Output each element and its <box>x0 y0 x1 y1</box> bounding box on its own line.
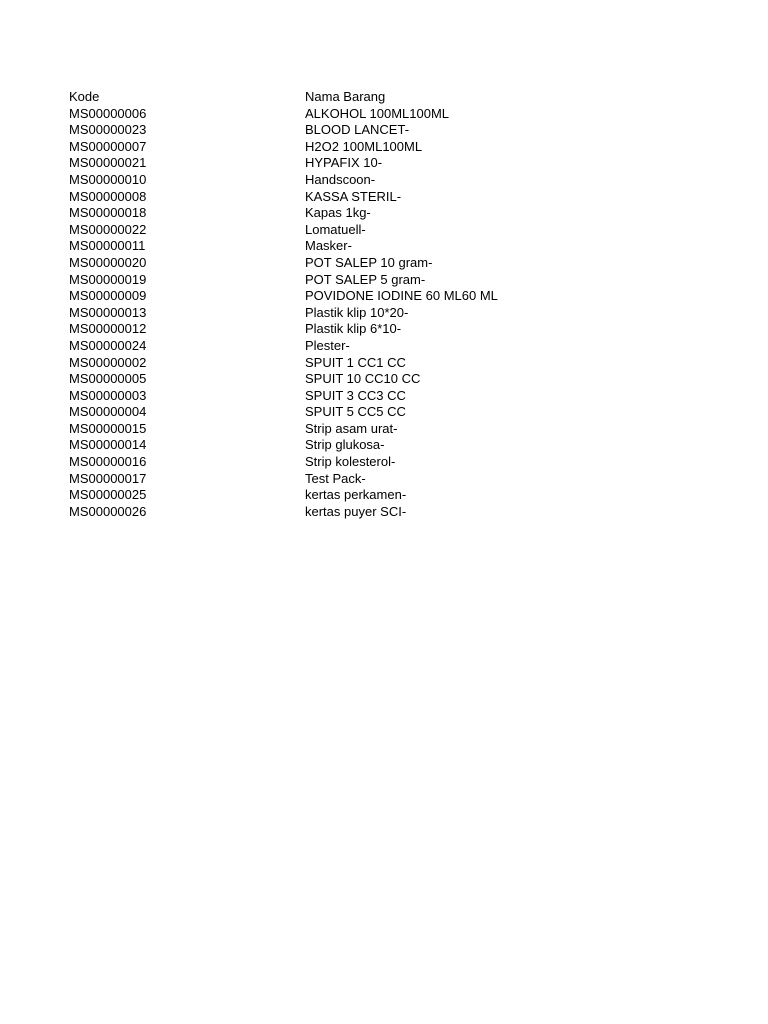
table-row <box>69 288 605 305</box>
table-row <box>69 238 605 255</box>
cell-nama-barang: Strip glukosa- <box>305 437 385 453</box>
cell-nama-barang: SPUIT 10 CC10 CC <box>305 371 421 387</box>
cell-kode: MS00000015 <box>69 420 147 436</box>
cell-kode: MS00000019 <box>69 271 147 287</box>
cell-kode: MS00000005 <box>69 371 147 387</box>
cell-kode: MS00000026 <box>69 503 147 519</box>
cell-nama-barang: BLOOD LANCET- <box>305 122 410 138</box>
table-row <box>69 205 605 222</box>
cell-nama-barang: Plastik klip 6*10- <box>305 321 402 337</box>
cell-kode: MS00000009 <box>69 288 147 304</box>
header-kode: Kode <box>69 89 100 104</box>
cell-nama-barang: H2O2 100ML100ML <box>305 138 423 154</box>
cell-kode: MS00000010 <box>69 171 147 187</box>
cell-nama-barang: POT SALEP 5 gram- <box>305 271 426 287</box>
cell-kode: MS00000004 <box>69 404 147 420</box>
table-row <box>69 106 605 123</box>
cell-kode: MS00000007 <box>69 138 147 154</box>
table-row <box>69 404 605 421</box>
cell-kode: MS00000002 <box>69 354 147 370</box>
cell-nama-barang: Kapas 1kg- <box>305 205 371 221</box>
table-row <box>69 388 605 405</box>
table-row <box>69 454 605 471</box>
cell-kode: MS00000014 <box>69 437 147 453</box>
cell-nama-barang: Masker- <box>305 238 352 254</box>
cell-nama-barang: POVIDONE IODINE 60 ML60 ML <box>305 288 498 304</box>
table-row <box>69 172 605 189</box>
header-nama-barang: Nama Barang <box>305 89 386 104</box>
cell-nama-barang: kertas perkamen- <box>305 487 407 503</box>
table-row <box>69 437 605 454</box>
table-row <box>69 504 605 521</box>
table-row <box>69 487 605 504</box>
table-row <box>69 355 605 372</box>
cell-nama-barang: ALKOHOL 100ML100ML <box>305 105 450 121</box>
cell-nama-barang: Strip asam urat- <box>305 420 398 436</box>
table-row <box>69 189 605 206</box>
cell-kode: MS00000018 <box>69 205 147 221</box>
cell-nama-barang: KASSA STERIL- <box>305 188 402 204</box>
table-row <box>69 122 605 139</box>
cell-nama-barang: POT SALEP 10 gram- <box>305 254 433 270</box>
table-row <box>69 321 605 338</box>
table-row <box>69 222 605 239</box>
table-row <box>69 272 605 289</box>
cell-kode: MS00000020 <box>69 254 147 270</box>
cell-nama-barang: HYPAFIX 10- <box>305 155 383 171</box>
cell-kode: MS00000008 <box>69 188 147 204</box>
cell-nama-barang: SPUIT 5 CC5 CC <box>305 404 406 420</box>
cell-kode: MS00000017 <box>69 470 147 486</box>
cell-nama-barang: Test Pack- <box>305 470 366 486</box>
table-row <box>69 155 605 172</box>
table-row <box>69 371 605 388</box>
table-row <box>69 471 605 488</box>
cell-nama-barang: Lomatuell- <box>305 221 366 237</box>
cell-nama-barang: Plester- <box>305 337 350 353</box>
cell-nama-barang: Plastik klip 10*20- <box>305 304 409 320</box>
cell-kode: MS00000011 <box>69 238 146 254</box>
table-row <box>69 139 605 156</box>
cell-kode: MS00000023 <box>69 122 147 138</box>
cell-kode: MS00000024 <box>69 337 147 353</box>
cell-kode: MS00000012 <box>69 321 147 337</box>
cell-nama-barang: SPUIT 3 CC3 CC <box>305 387 406 403</box>
table-header-row <box>69 89 605 106</box>
table-row <box>69 255 605 272</box>
cell-nama-barang: kertas puyer SCI- <box>305 503 407 519</box>
table-row <box>69 338 605 355</box>
table-body <box>69 106 605 521</box>
cell-kode: MS00000025 <box>69 487 147 503</box>
cell-kode: MS00000003 <box>69 387 147 403</box>
cell-nama-barang: Handscoon- <box>305 171 376 187</box>
cell-kode: MS00000021 <box>69 155 147 171</box>
cell-kode: MS00000013 <box>69 304 147 320</box>
cell-kode: MS00000022 <box>69 221 147 237</box>
table-row <box>69 421 605 438</box>
cell-kode: MS00000006 <box>69 105 147 121</box>
item-table <box>69 89 605 520</box>
cell-nama-barang: SPUIT 1 CC1 CC <box>305 354 406 370</box>
cell-nama-barang: Strip kolesterol- <box>305 454 396 470</box>
table-row <box>69 305 605 322</box>
cell-kode: MS00000016 <box>69 454 147 470</box>
